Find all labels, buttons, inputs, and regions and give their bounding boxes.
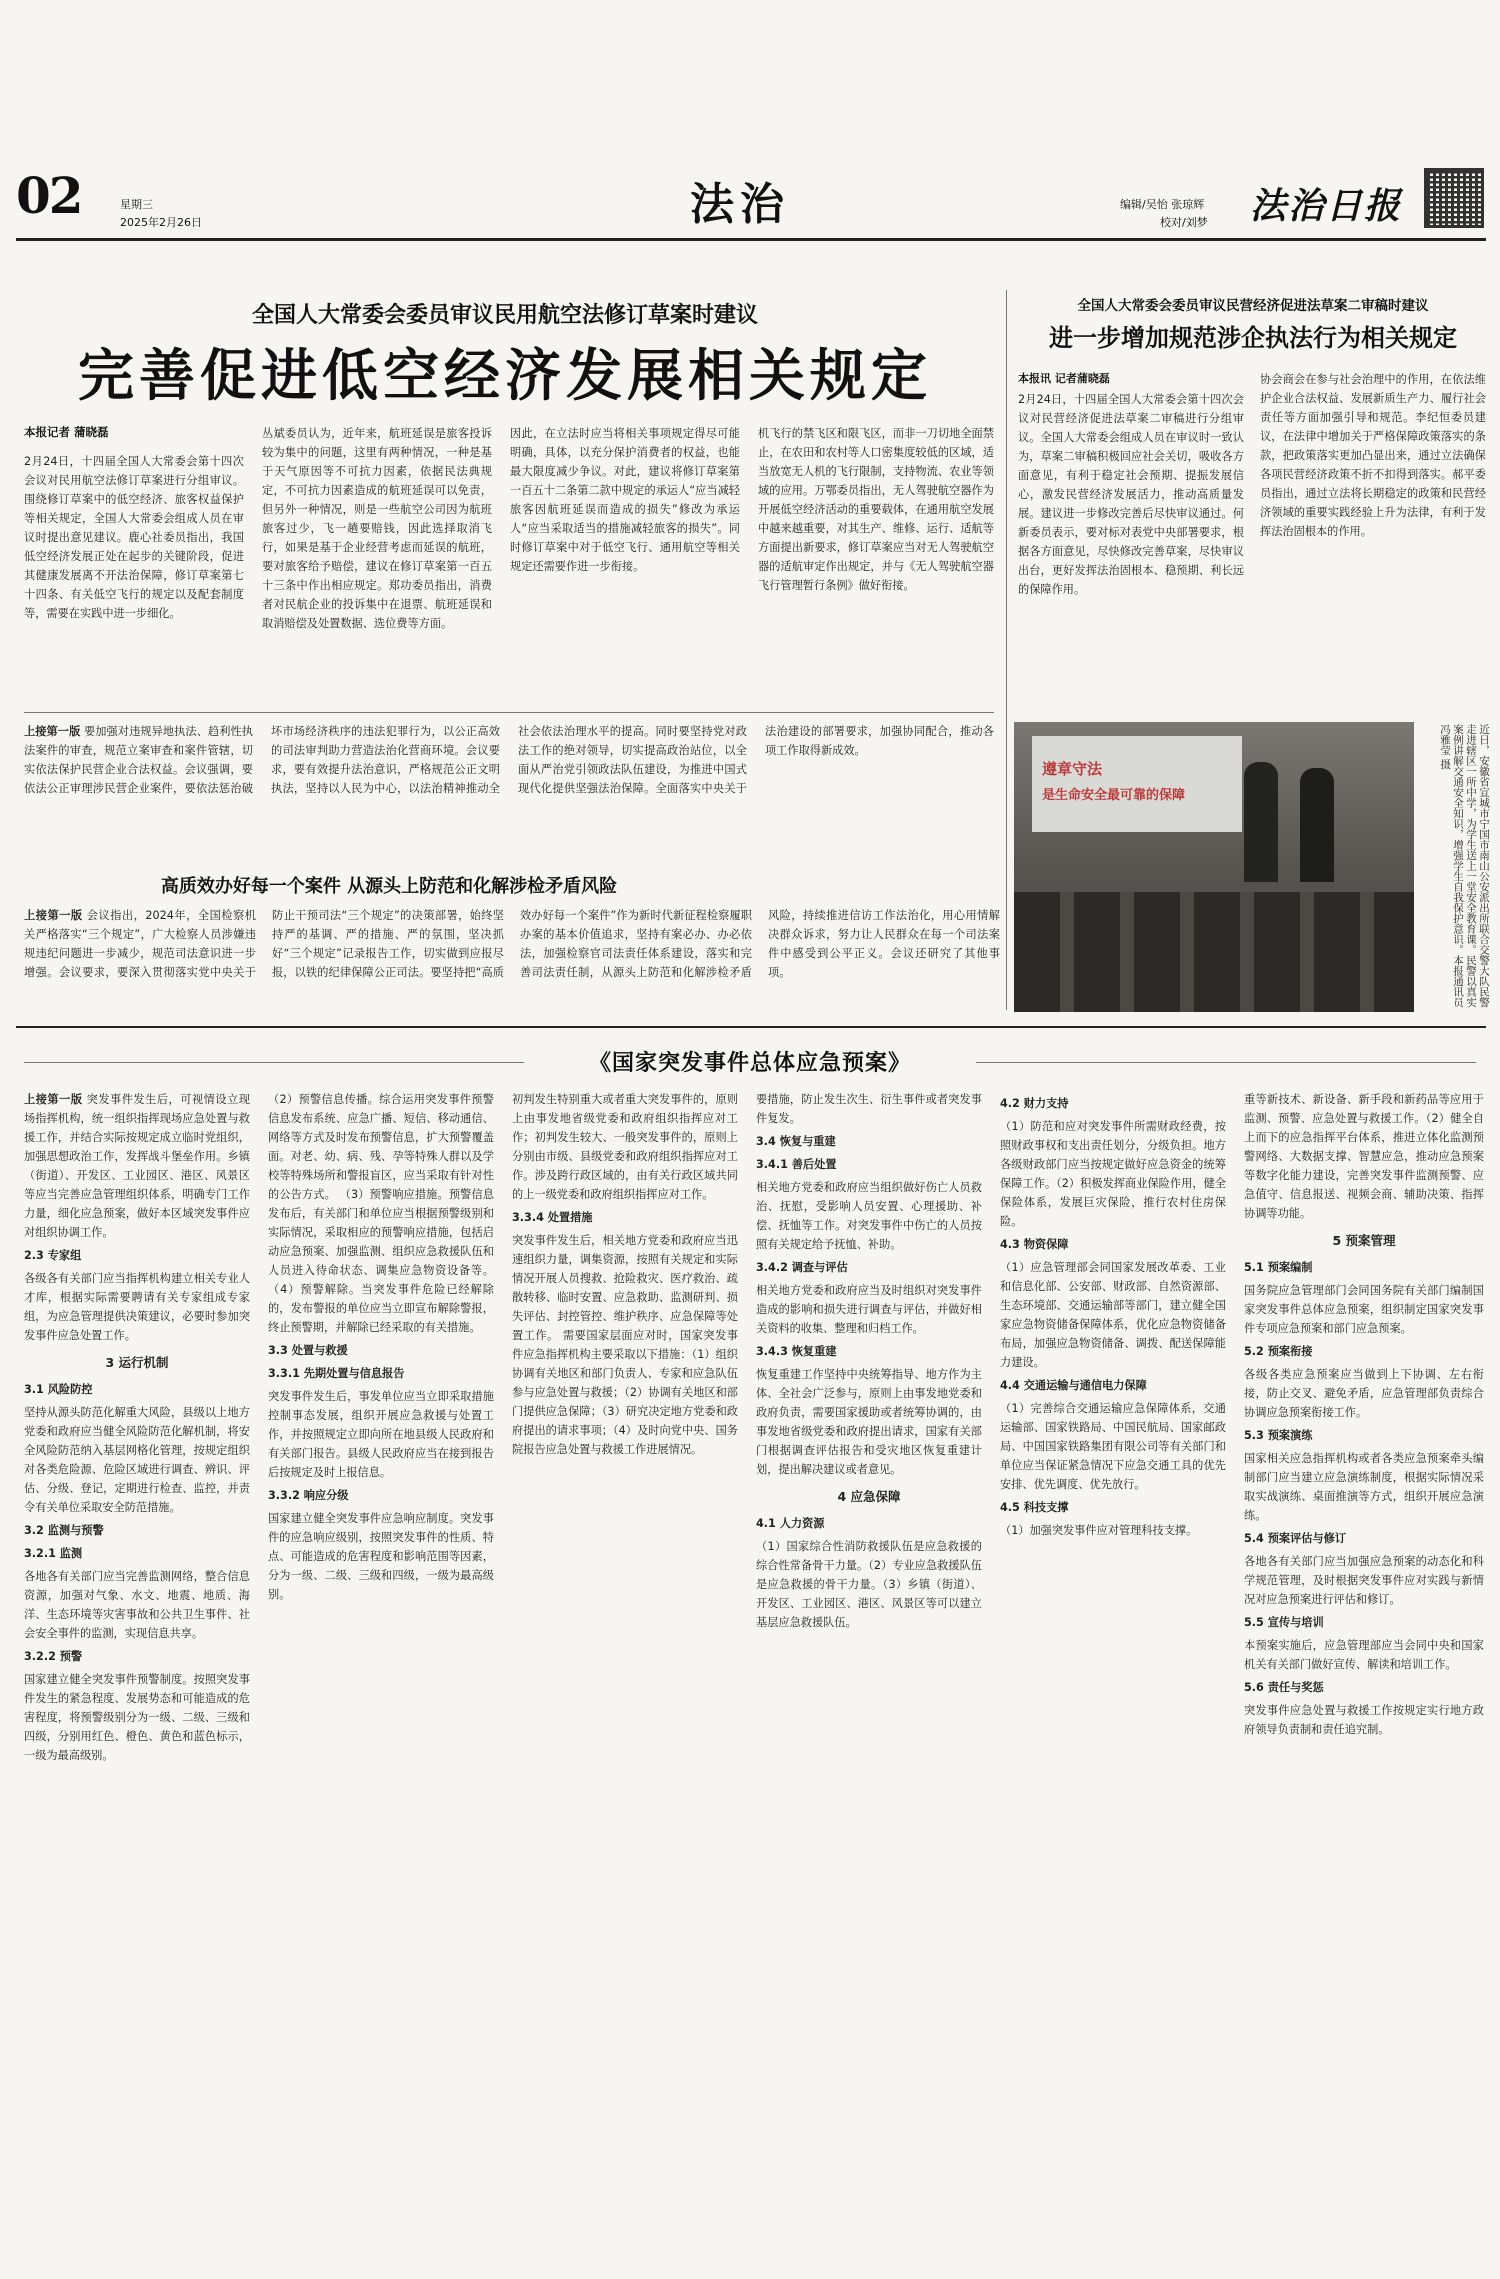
plan-section-heading: 4 应急保障 (837, 1489, 901, 1504)
page-number: 02 (16, 166, 82, 225)
banner-line-2: 是生命安全最可靠的保障 (1042, 788, 1186, 803)
section-title: 法治 (690, 179, 790, 230)
photo-caption (1424, 724, 1490, 1010)
plan-heading: 5.4 预案评估与修订 (1244, 1532, 1347, 1545)
caption-text: 近日，安徽省宣城市宁国市南山公安派出所联合交警大队民警走进辖区一所中学，为学生送上一堂安全教育课。民警以真实案例讲解交通安全知识，增强学生自我保护意识。本报通讯员 冯雅莹 摄 (1439, 724, 1490, 1008)
plan-column-3 (512, 1090, 738, 2270)
plan-heading: 3.2 监测与预警 (24, 1524, 104, 1537)
plan-heading: 4.4 交通运输与通信电力保障 (1000, 1379, 1147, 1392)
plan-heading: 5.6 责任与奖惩 (1244, 1681, 1324, 1694)
plan-paragraph: 突发事件发生后，相关地方党委和政府应当迅速组织力量，调集资源，按照有关规定和实际情况开展人员搜救、抢险救灾、医疗救治、疏散转移、临时安置、应急救助、监测研判、损失评估、封控管控、维护秩序、应急保障等处置工作。 (512, 1234, 738, 1342)
plan-heading: 3.3 处置与救援 (268, 1344, 348, 1357)
plan-column-2 (268, 1090, 494, 2270)
right-headline: 进一步增加规范涉企执法行为相关规定 (1049, 323, 1457, 352)
lead-headline: 完善促进低空经济发展相关规定 (78, 343, 932, 409)
plan-heading: 3.4.1 善后处置 (756, 1158, 837, 1171)
plan-heading: 5.1 预案编制 (1244, 1261, 1313, 1274)
plan-paragraph: 本预案实施后，应急管理部应当会同中央和国家机关有关部门做好宣传、解读和培训工作。 (1244, 1639, 1484, 1671)
plan-paragraph: 突发事件发生后，可视情设立现场指挥机构，统一组织指挥现场应急处置与救援工作，并结合实际按规定成立临时党组织，加强思想政治工作，发挥战斗堡垒作用。乡镇（街道）、开发区、工业园区、港区、风景区等应当完善应急管理组织体系，明确专门工作力量，细化应急预案，做好本区域突发事件应对组织协调工作。 (24, 1093, 250, 1239)
plan-heading: 3.4 恢复与重建 (756, 1135, 836, 1148)
right-column-1: 2月24日，十四届全国人大常委会第十四次会议对民营经济促进法草案二审稿进行分组审议。全国人大常委会组成人员在审议时一致认为，草案二审稿积极回应社会关切，吸收各方面意见，有利于稳定社会预期、提振发展信心，激发民营经济发展活力，推动高质量发展。建议进一步修改完善后尽快审议通过。何新委员表示，要对标对表党中央部署要求，根据各方面意见，尽快修改完善草案，尽快审议出台，更好发挥法治固根本、稳预期、利长远的保障作用。 (1018, 393, 1244, 596)
proof-credit: 校对/刘梦 (1160, 216, 1208, 229)
plan-title-rule-right (976, 1062, 1476, 1063)
students-row (1014, 892, 1414, 1012)
plan-heading: 5.3 预案演练 (1244, 1429, 1313, 1442)
plan-heading: 5.2 预案衔接 (1244, 1345, 1313, 1358)
editor-credit: 编辑/吴怡 张琼辉 (1120, 198, 1205, 211)
continued-label: 上接第一版 (24, 725, 81, 738)
section-divider (16, 1026, 1486, 1028)
newspaper-logo: 法治日报 (1250, 185, 1403, 227)
plan-heading: 3.2.1 监测 (24, 1547, 83, 1560)
plan-paragraph: 恢复重建工作坚持中央统筹指导、地方作为主体、全社会广泛参与，原则上由事发地党委和政府负责，需要国家援助或者统筹协调的，由事发地省级党委和政府提出请求，国家有关部门根据调查评估报告和受灾地区恢复重建计划，提出解决建议或者意见。 (756, 1368, 982, 1476)
plan-heading: 4.2 财力支持 (1000, 1097, 1069, 1110)
plan-column-6 (1244, 1090, 1484, 2270)
lead-divider (24, 712, 994, 713)
right-byline: 本报讯 记者蒲晓磊 (1018, 372, 1110, 385)
plan-paragraph: 突发事件应急处置与救援工作按规定实行地方政府领导负责制和责任追究制。 (1244, 1704, 1484, 1736)
plan-paragraph: （2）预警信息传播。综合运用突发事件预警信息发布系统、应急广播、短信、移动通信、网络等方式及时发布预警信息，扩大预警覆盖面。对老、幼、病、残、孕等特殊人群以及学校等特殊场所和警报盲区，应当采取有针对性的公告方式。 (268, 1093, 494, 1201)
plan-paragraph: （1）加强突发事件应对管理科技支撑。 (1000, 1524, 1198, 1537)
plan-heading: 3.2.2 预警 (24, 1650, 83, 1663)
plan-paragraph: 国家相关应急指挥机构或者各类应急预案牵头编制部门应当建立应急演练制度，根据实际情况采取实战演练、桌面推演等方式，组织开展应急演练。 (1244, 1452, 1484, 1522)
plan-paragraph: 重等新技术、新设备、新手段和新药品等应用于监测、预警、应急处置与救援工作。（2）健全自上而下的应急指挥平台体系，推进立体化监测预警网络、大数据支撑、智慧应急，推动应急预案等数字化能力建设，完善突发事件监测预警、应急值守、信息报送、视频会商、辅助决策、指挥协调等功能。 (1244, 1093, 1484, 1220)
lead-column-2: 丛斌委员认为，近年来，航班延误是旅客投诉较为集中的问题，这里有两种情况，一种是基于天气原因等不可抗力因素，依据民法典规定，不可抗力因素造成的航班延误可以免责，但另外一种情况，则是一些航空公司因为航班旅客过少，飞一趟要赔钱，因此选择取消飞行，如果是基于企业经营考虑而延误的航班，要对旅客给予赔偿，建议在修订草案第一百五十三条中作出相应规定。郑功委员指出，消费者对民航企业的投诉集中在退票、航班延误和取消赔偿及处置数据、选位费等方面。 (262, 427, 492, 630)
second-story-text (24, 906, 1000, 1016)
plan-paragraph: 初判发生特别重大或者重大突发事件的，原则上由事发地省级党委和政府组织指挥应对工作；初判发生较大、一般突发事件的，原则上分别由市级、县级党委和政府组织指挥应对工作。涉及跨行政区域的，由有关行政区域共同的上一级党委和政府组织指挥应对工作。 (512, 1093, 738, 1201)
plan-paragraph: 突发事件发生后，事发单位应当立即采取措施控制事态发展，组织开展应急救援与处置工作，并按照规定立即向所在地县级人民政府和有关部门报告。县级人民政府应当在接到报告后按规定及时上报信息。 (268, 1390, 494, 1479)
officer-figure (1244, 762, 1278, 882)
plan-section-heading: 5 预案管理 (1332, 1233, 1396, 1248)
plan-paragraph: 要措施，防止发生次生、衍生事件或者突发事件复发。 (756, 1093, 982, 1125)
second-body: 会议指出，2024年，全国检察机关严格落实“三个规定”，广大检察人员涉嫌违规违纪问题进一步减少，规范司法意识进一步增强。会议要求，要深入贯彻落实党中央关于防止干预司法“三个规定”的决策部署，始终坚持严的基调、严的措施、严的氛围，坚决抓好“三个规定”记录报告工作，切实做到应报尽报，以铁的纪律保障公正司法。要坚持把“高质效办好每一个案件”作为新时代新征程检察履职办案的基本价值追求，坚持有案必办、办必依法，加强检察官司法责任体系建设，落实和完善司法责任制，从源头上防范和化解涉检矛盾风险，持续推进信访工作法治化，用心用情解决群众诉求，努力让人民群众在每一个司法案件中感受到公平正义。会议还研究了其他事项。 (24, 909, 1000, 979)
plan-heading: 3.3.2 响应分级 (268, 1489, 349, 1502)
lead-column-4: 机飞行的禁飞区和限飞区，而非一刀切地全面禁止，在农田和农村等人口密集度较低的区域，适当放宽无人机的飞行限制，支持物流、农业等领域的应用。万鄂委员指出，无人驾驶航空器作为开展低空经济活动的重要载体，在通用航空发展中越来越重要，对其生产、维修、运行、适航等方面提出新要求，修订草案应当对无人驾驶航空器的适航审定作出规定，并与《无人驾驶航空器飞行管理暂行条例》做好衔接。 (758, 427, 994, 592)
plan-column-5 (1000, 1090, 1226, 2270)
plan-paragraph: 国务院应急管理部门会同国务院有关部门编制国家突发事件总体应急预案，组织制定国家突发事件专项应急预案和部门应急预案。 (1244, 1284, 1484, 1335)
plan-paragraph: （1）应急管理部会同国家发展改革委、工业和信息化部、公安部、财政部、自然资源部、生态环境部、交通运输部等部门，建立健全国家应急物资储备保障体系，优化应急物资储备布局，加强应急物资储备、调拨、配送保障能力建设。 (1000, 1261, 1226, 1369)
plan-heading: 3.1 风险防控 (24, 1383, 93, 1396)
plan-paragraph: （1）国家综合性消防救援队伍是应急救援的综合性常备骨干力量。（2）专业应急救援队伍是应急救援的骨干力量。（3）乡镇（街道）、开发区、工业园区、港区、风景区等可以建立基层应急救援队伍。 (756, 1540, 982, 1629)
plan-column-4 (756, 1090, 982, 2270)
plan-column-1 (24, 1090, 250, 2270)
lead-continued-text (24, 722, 994, 850)
plan-section-heading: 3 运行机制 (105, 1355, 169, 1370)
plan-paragraph: 各级各类应急预案应当做到上下协调、左右衔接，防止交叉、避免矛盾，应急管理部负责综合协调应急预案衔接工作。 (1244, 1368, 1484, 1419)
plan-heading: 3.4.3 恢复重建 (756, 1345, 837, 1358)
issue-date: 2025年2月26日 (120, 216, 202, 229)
plan-title: 《国家突发事件总体应急预案》 (588, 1050, 911, 1076)
lead-column-1: 2月24日，十四届全国人大常委会第十四次会议对民用航空法修订草案进行分组审议。围绕修订草案中的低空经济、旅客权益保护等相关规定，全国人大常委会组成人员在审议时提出意见建议。鹿心社委员指出，我国低空经济发展正处在起步的关键阶段，促进其健康发展离不开法治保障，修订草案第七十四条、有关低空飞行的规定以及配套制度等，需要在实践中进一步细化。 (24, 455, 244, 620)
plan-paragraph: 各级各有关部门应当指挥机构建立相关专业人才库，根据实际需要聘请有关专家组成专家组，为应急管理提供决策建议，必要时参加突发事件应急处置工作。 (24, 1272, 250, 1342)
plan-paragraph: （1）完善综合交通运输应急保障体系，交通运输部、国家铁路局、中国民航局、国家邮政局、中国国家铁路集团有限公司等有关部门和单位应当保证紧急情况下应急交通工具的优先安排、优先调度、优先放行。 (1000, 1402, 1226, 1491)
lead-kicker: 全国人大常委会委员审议民用航空法修订草案时建议 (251, 303, 758, 328)
plan-paragraph: 各地各有关部门应当加强应急预案的动态化和科学规范管理，及时根据突发事件应对实践与新情况对应急预案进行评估和修订。 (1244, 1555, 1484, 1606)
officer-figure (1300, 768, 1334, 882)
vertical-divider (1006, 290, 1007, 1010)
news-photo (1014, 722, 1414, 1012)
plan-paragraph: （4）预警解除。当突发事件危险已经解除的，发布警报的单位应当立即宣布解除警报，终止预警期，并解除已经采取的有关措施。 (268, 1283, 494, 1334)
right-kicker: 全国人大常委会委员审议民营经济促进法草案二审稿时建议 (1077, 298, 1429, 314)
photo-screen (1032, 736, 1242, 832)
second-headline: 高质效办好每一个案件 从源头上防范和化解涉检矛盾风险 (160, 876, 618, 897)
plan-heading: 4.5 科技支撑 (1000, 1501, 1069, 1514)
plan-heading: 3.4.2 调查与评估 (756, 1261, 848, 1274)
second-label: 上接第一版 (24, 909, 83, 922)
plan-heading: 5.5 宣传与培训 (1244, 1616, 1324, 1629)
weekday: 星期三 (120, 198, 153, 211)
plan-paragraph: 各地各有关部门应当完善监测网络，整合信息资源，加强对气象、水文、地震、地质、海洋、生态环境等灾害事故和公共卫生事件、社会安全事件的监测，实现信息共享。 (24, 1570, 250, 1640)
lead-column-3: 因此，在立法时应当将相关事项规定得尽可能明确，具体，以充分保护消费者的权益，也能最大限度减少争议。对此，建议将修订草案第一百五十二条第二款中规定的承运人“应当减轻旅客因航班延误而造成的损失”修改为承运人“应当采取适当的措施减轻旅客的损失”。同时修订草案中对于低空飞行、通用航空等相关规定还需要作进一步衔接。 (510, 427, 740, 573)
plan-paragraph: 需要国家层面应对时，国家突发事件应急指挥机构主要采取以下措施：（1）组织协调有关地区和部门负责人、专家和应急队伍参与应急处置与救援；（2）协调有关地区和部门提供应急保障；（3）研究决定地方党委和政府提出的请求事项；（4）及时向党中央、国务院报告应急处置与救援工作进展情况。 (512, 1329, 738, 1456)
plan-paragraph: 相关地方党委和政府应当组织做好伤亡人员救治、抚慰，受影响人员安置、心理援助、补偿、抚恤等工作。对突发事件中伤亡的人员按照有关规定给予抚恤、补助。 (756, 1181, 982, 1251)
plan-heading: 2.3 专家组 (24, 1249, 82, 1262)
masthead-divider (16, 238, 1486, 241)
plan-heading: 3.3.4 处置措施 (512, 1211, 593, 1224)
qr-code-icon (1424, 168, 1484, 228)
lead-byline: 本报记者 蒲晓磊 (24, 425, 109, 439)
plan-paragraph: 国家建立健全突发事件应急响应制度。突发事件的应急响应级别，按照突发事件的性质、特点、可能造成的危害程度和影响范围等因素，分为一级、二级、三级和四级，一级为最高级别。 (268, 1512, 494, 1601)
plan-continued-label: 上接第一版 (24, 1093, 83, 1106)
plan-title-rule-left (24, 1062, 524, 1063)
plan-heading: 3.3.1 先期处置与信息报告 (268, 1367, 405, 1380)
right-column-2: 协会商会在参与社会治理中的作用，在依法维护企业合法权益、发展新质生产力、履行社会责任等方面加强引导和规范。李纪恒委员建议，在法律中增加关于严格保障政策落实的条款，把政策落实更加凸显出来，通过立法确保各项民营经济政策不折不扣得到落实。郝平委员指出，通过立法将长期稳定的政策和民营经济领域的重要实践经验上升为法律，有利于发挥法治固根本的作用。 (1260, 373, 1486, 538)
plan-paragraph: （3）预警响应措施。预警信息发布后，有关部门和单位应当根据预警级别和实际情况，采取相应的预警响应措施，包括启动应急预案、加强监测、组织应急救援队伍和人员进入待命状态、调集应急物资设备等。 (268, 1188, 494, 1277)
plan-heading: 4.3 物资保障 (1000, 1238, 1069, 1251)
plan-heading: 4.1 人力资源 (756, 1517, 825, 1530)
banner-line-1: 遵章守法 (1042, 760, 1103, 778)
continued-body: 要加强对违规异地执法、趋利性执法案件的审查，规范立案审查和案件管辖，切实依法保护民营企业合法权益。会议强调，要依法公正审理涉民营企业案件，要依法惩治破坏市场经济秩序的违法犯罪行为，以公正高效的司法审判助力营造法治化营商环境。会议要求，要有效提升法治意识，严格规范公正文明执法，坚持以人民为中心，以法治精神推动全社会依法治理水平的提高。同时要坚持党对政法工作的绝对领导，切实提高政治站位，以全面从严治党引领政法队伍建设，为推进中国式现代化提供坚强法治保障。全面落实中央关于法治建设的部署要求，加强协同配合，推动各项工作取得新成效。 (24, 725, 994, 795)
plan-paragraph: （1）防范和应对突发事件所需财政经费，按照财政事权和支出责任划分，分级负担。地方各级财政部门应当按规定做好应急资金的统筹保障工作。（2）积极发挥商业保险作用，健全保险体系，发展巨灾保险，推行农村住房保险。 (1000, 1120, 1226, 1228)
plan-paragraph: 国家建立健全突发事件预警制度。按照突发事件发生的紧急程度、发展势态和可能造成的危害程度，将预警级别分为一级、二级、三级和四级，分别用红色、橙色、黄色和蓝色标示，一级为最高级别。 (24, 1673, 250, 1762)
plan-paragraph: 坚持从源头防范化解重大风险，县级以上地方党委和政府应当健全风险防范化解机制，将安全风险防范纳入基层网格化管理，按规定组织对各类危险源、危险区域进行调查、辨识、评估、分级、登记，定期进行检查、监控，并责令有关单位采取安全防范措施。 (24, 1406, 250, 1514)
plan-paragraph: 相关地方党委和政府应当及时组织对突发事件造成的影响和损失进行调查与评估，并做好相关资料的收集、整理和归档工作。 (756, 1284, 982, 1335)
